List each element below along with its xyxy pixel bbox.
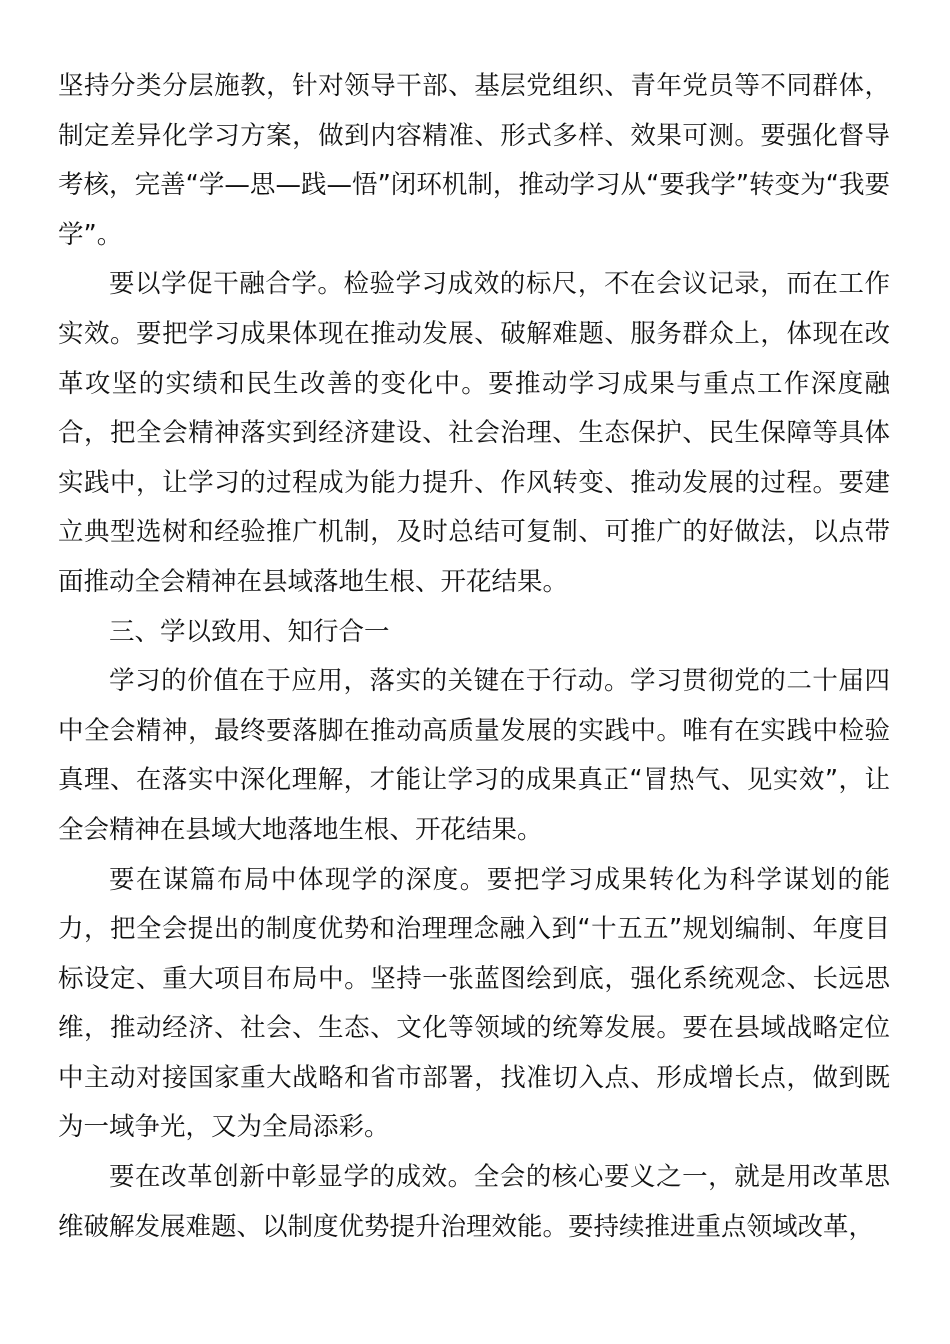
paragraph-learn-to-act: 要以学促干融合学。检验学习成效的标尺，不在会议记录，而在工作实效。要把学习成果体现在推动发展、破解难题、服务群众上，体现在改革攻坚的实绩和民生改善的变化中。要推动学习成果与重点工作深度融合，把全会精神落实到经济建设、社会治理、生态保护、民生保障等具体实践中，让学习的过程成为能力提升、作风转变、推动发展的过程。要建立典型选树和经验推广机制，及时总结可复制、可推广的好做法，以点带面推动全会精神在县域落地生根、开花结果。 (58, 269, 890, 597)
section-heading-3: 三、学以致用、知行合一 (109, 616, 390, 647)
paragraph-application: 学习的价值在于应用，落实的关键在于行动。学习贯彻党的二十届四中全会精神，最终要落脚在推动高质量发展的实践中。唯有在实践中检验真理、在落实中深化理解，才能让学习的成果真正“冒热气、见实效”，让全会精神在县域大地落地生根、开花结果。 (58, 666, 890, 845)
paragraph-planning-depth: 要在谋篇布局中体现学的深度。要把学习成果转化为科学谋划的能力，把全会提出的制度优势和治理理念融入到“十五五”规划编制、年度目标设定、重大项目布局中。坚持一张蓝图绘到底，强化系统观念、长远思维，推动经济、社会、生态、文化等领域的统筹发展。要在县域战略定位中主动对接国家重大战略和省市部署，找准切入点、形成增长点，做到既为一域争光，又为全局添彩。 (58, 864, 890, 1143)
paragraph-continued: 坚持分类分层施教，针对领导干部、基层党组织、青年党员等不同群体，制定差异化学习方案，做到内容精准、形式多样、效果可测。要强化督导考核，完善“学—思—践—悟”闭环机制，推动学习从“要我学”转变为“我要学”。 (58, 71, 890, 250)
paragraph-reform-innovation: 要在改革创新中彰显学的成效。全会的核心要义之一，就是用改革思维破解发展难题、以制度优势提升治理效能。要持续推进重点领域改革， (58, 1162, 890, 1242)
document-page (58, 62, 890, 1252)
